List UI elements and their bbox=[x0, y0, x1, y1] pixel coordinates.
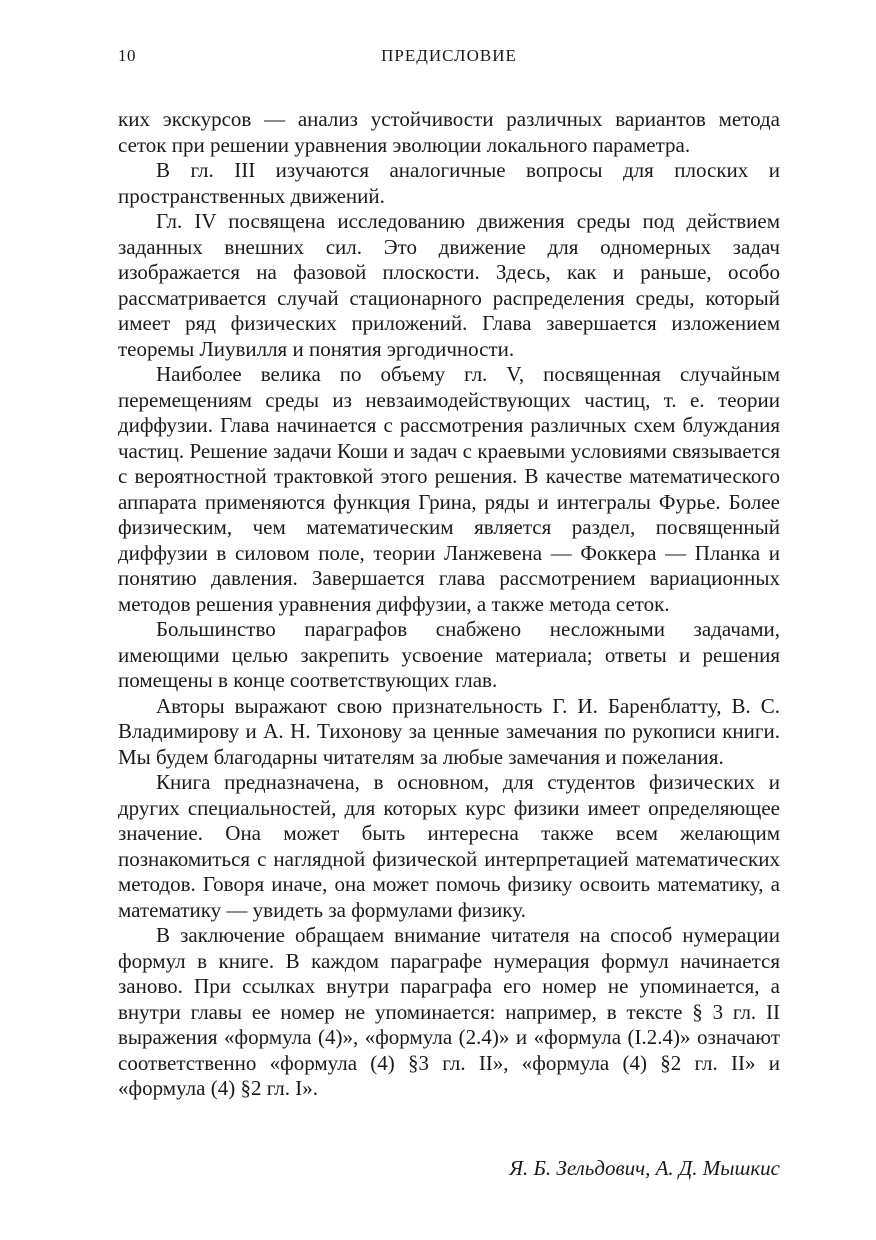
running-header bbox=[118, 46, 780, 70]
paragraph: Авторы выражают свою признательность Г. И. Баренблатту, В. С. Владимирову и А. Н. Тихонову за ценные замечания по рукописи книги. Мы будем благодарны читателям за любые замечания и пожелания. bbox=[118, 693, 780, 769]
paragraph-continuation: ких экскурсов — анализ устойчивости различных вариантов метода сеток при решении уравнения эволюции локального параметра. bbox=[118, 107, 780, 157]
paragraph: Книга предназначена, в основном, для студентов физических и других специальностей, для которых курс физики имеет определяющее значение. Она может быть интересна также всем желающим познакомиться с наглядной физической интерпретацией математических методов. Говоря иначе, она может помочь физику освоить математику, а математику — увидеть за формулами физику. bbox=[118, 770, 780, 922]
paragraph: Большинство параграфов снабжено несложными задачами, имеющими целью закрепить усвоение материала; ответы и решения помещены в конце соответствующих глав. bbox=[118, 617, 780, 692]
paragraph: В заключение обращаем внимание читателя на способ нумерации формул в книге. В каждом параграфе нумерация формул начинается заново. При ссылках внутри параграфа его номер не упоминается, а внутри главы ее номер не упоминается: например, в тексте § 3 гл. II выражения «формула (4)», «формула (2.4)» и «формула (I.2.4)» означают соответственно «формула (4) §3 гл. II», «формула (4) §2 гл. II» и «формула (4) §2 гл. I». bbox=[118, 923, 780, 1100]
authors-signature: Я. Б. Зельдович, А. Д. Мышкис bbox=[509, 1156, 780, 1180]
paragraph: Наиболее велика по объему гл. V, посвященная случайным перемещениям среды из невзаимодействующих частиц, т. е. теории диффузии. Глава начинается с рассмотрения различных схем блуждания частиц. Решение задачи Коши и задач с краевыми условиями связывается с вероятностной трактовкой этого решения. В качестве математического аппарата применяются функция Грина, ряды и интегралы Фурье. Более физическим, чем математическим является раздел, посвященный диффузии в силовом поле, теории Ланжевена — Фоккера — Планка и понятию давления. Завершается глава рассмотрением вариационных методов решения уравнения диффузии, а также метода сеток. bbox=[118, 362, 780, 616]
paragraph: Гл. IV посвящена исследованию движения среды под действием заданных внешних сил. Это движение для одномерных задач изображается на фазовой плоскости. Здесь, как и раньше, особо рассматривается случай стационарного распределения среды, который имеет ряд физических приложений. Глава завершается изложением теоремы Лиувилля и понятия эргодичности. bbox=[118, 209, 780, 361]
page-number: 10 bbox=[118, 46, 136, 65]
paragraph: В гл. III изучаются аналогичные вопросы для плоских и пространственных движений. bbox=[118, 158, 780, 208]
running-title: ПРЕДИСЛОВИЕ bbox=[381, 46, 517, 65]
preface-body bbox=[118, 107, 780, 1102]
